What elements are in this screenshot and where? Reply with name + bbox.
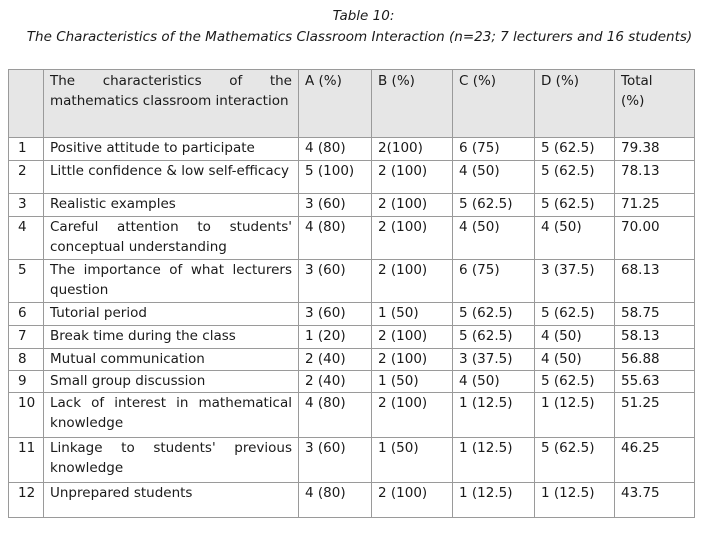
- d-cell: 4 (50): [535, 349, 615, 371]
- b-cell: 1 (50): [372, 303, 453, 326]
- d-cell: 5 (62.5): [535, 194, 615, 217]
- a-cell: 3 (60): [299, 194, 372, 217]
- d-cell: 4 (50): [535, 326, 615, 349]
- total-cell: 51.25: [615, 393, 695, 438]
- c-cell: 4 (50): [453, 161, 535, 194]
- table-row: [9, 326, 695, 349]
- characteristic-cell: The importance of what lecturers question: [44, 260, 299, 303]
- characteristic-cell: Lack of interest in mathematical knowledge: [44, 393, 299, 438]
- a-cell: 3 (60): [299, 438, 372, 483]
- b-cell: 2 (100): [372, 326, 453, 349]
- table-row: [9, 349, 695, 371]
- row-number-cell: 7: [9, 326, 44, 349]
- table-row: [9, 438, 695, 483]
- row-number-cell: 10: [9, 393, 44, 438]
- total-cell: 70.00: [615, 217, 695, 260]
- b-cell: 2 (100): [372, 194, 453, 217]
- header-row: [9, 70, 695, 138]
- c-cell: 1 (12.5): [453, 393, 535, 438]
- total-cell: 56.88: [615, 349, 695, 371]
- row-number-cell: 9: [9, 371, 44, 393]
- c-cell: 5 (62.5): [453, 303, 535, 326]
- characteristic-cell: Tutorial period: [44, 303, 299, 326]
- header-total: [615, 70, 695, 138]
- d-cell: 5 (62.5): [535, 371, 615, 393]
- a-cell: 4 (80): [299, 138, 372, 161]
- total-cell: 58.13: [615, 326, 695, 349]
- c-cell: 4 (50): [453, 371, 535, 393]
- row-number-cell: 4: [9, 217, 44, 260]
- header-b: B (%): [372, 70, 453, 138]
- row-number-cell: 1: [9, 138, 44, 161]
- b-cell: 2 (100): [372, 483, 453, 518]
- total-cell: 58.75: [615, 303, 695, 326]
- characteristic-cell: Little confidence & low self-efficacy: [44, 161, 299, 194]
- characteristic-cell: Mutual communication: [44, 349, 299, 371]
- a-cell: 3 (60): [299, 260, 372, 303]
- total-cell: 68.13: [615, 260, 695, 303]
- row-number-cell: 8: [9, 349, 44, 371]
- characteristics-table: [8, 69, 695, 518]
- a-cell: 4 (80): [299, 217, 372, 260]
- header-characteristic-line1: The characteristics of the: [50, 73, 292, 89]
- b-cell: 2 (100): [372, 260, 453, 303]
- d-cell: 5 (62.5): [535, 438, 615, 483]
- c-cell: 6 (75): [453, 138, 535, 161]
- c-cell: 6 (75): [453, 260, 535, 303]
- total-cell: 71.25: [615, 194, 695, 217]
- characteristic-cell: Positive attitude to participate: [44, 138, 299, 161]
- row-number-cell: 3: [9, 194, 44, 217]
- row-number-cell: 11: [9, 438, 44, 483]
- b-cell: 2 (100): [372, 349, 453, 371]
- b-cell: 1 (50): [372, 438, 453, 483]
- header-characteristic: [44, 70, 299, 138]
- c-cell: 3 (37.5): [453, 349, 535, 371]
- table-label: Table 10:: [332, 8, 395, 24]
- characteristic-cell: Unprepared students: [44, 483, 299, 518]
- d-cell: 1 (12.5): [535, 483, 615, 518]
- c-cell: 5 (62.5): [453, 194, 535, 217]
- b-cell: 2 (100): [372, 161, 453, 194]
- table-row: [9, 483, 695, 518]
- header-c: C (%): [453, 70, 535, 138]
- c-cell: 1 (12.5): [453, 483, 535, 518]
- table-title: The Characteristics of the Mathematics Classroom Interaction (n=23; 7 lecturers and 16 students): [26, 29, 693, 45]
- table-row: [9, 161, 695, 194]
- b-cell: 2 (100): [372, 393, 453, 438]
- d-cell: 4 (50): [535, 217, 615, 260]
- header-total-line1: Total: [621, 73, 653, 89]
- table-row: [9, 371, 695, 393]
- b-cell: 2(100): [372, 138, 453, 161]
- b-cell: 1 (50): [372, 371, 453, 393]
- table-row: [9, 260, 695, 303]
- c-cell: 5 (62.5): [453, 326, 535, 349]
- c-cell: 4 (50): [453, 217, 535, 260]
- row-number-cell: 12: [9, 483, 44, 518]
- characteristic-cell: Realistic examples: [44, 194, 299, 217]
- header-characteristic-line2: mathematics classroom interaction: [50, 93, 289, 109]
- characteristic-cell: Small group discussion: [44, 371, 299, 393]
- total-cell: 43.75: [615, 483, 695, 518]
- d-cell: 3 (37.5): [535, 260, 615, 303]
- total-cell: 79.38: [615, 138, 695, 161]
- table-row: [9, 138, 695, 161]
- b-cell: 2 (100): [372, 217, 453, 260]
- d-cell: 5 (62.5): [535, 161, 615, 194]
- d-cell: 1 (12.5): [535, 393, 615, 438]
- row-number-cell: 2: [9, 161, 44, 194]
- header-a: A (%): [299, 70, 372, 138]
- a-cell: 4 (80): [299, 483, 372, 518]
- a-cell: 4 (80): [299, 393, 372, 438]
- header-number: [9, 70, 44, 138]
- table-row: [9, 194, 695, 217]
- total-cell: 46.25: [615, 438, 695, 483]
- a-cell: 2 (40): [299, 371, 372, 393]
- a-cell: 3 (60): [299, 303, 372, 326]
- table-caption: [12, 0, 707, 48]
- header-total-line2: (%): [621, 93, 645, 109]
- characteristic-cell: Break time during the class: [44, 326, 299, 349]
- row-number-cell: 5: [9, 260, 44, 303]
- a-cell: 2 (40): [299, 349, 372, 371]
- characteristic-cell: Careful attention to students' conceptual understanding: [44, 217, 299, 260]
- total-cell: 78.13: [615, 161, 695, 194]
- header-d: D (%): [535, 70, 615, 138]
- characteristic-cell: Linkage to students' previous knowledge: [44, 438, 299, 483]
- total-cell: 55.63: [615, 371, 695, 393]
- c-cell: 1 (12.5): [453, 438, 535, 483]
- d-cell: 5 (62.5): [535, 138, 615, 161]
- a-cell: 5 (100): [299, 161, 372, 194]
- d-cell: 5 (62.5): [535, 303, 615, 326]
- table-row: [9, 303, 695, 326]
- row-number-cell: 6: [9, 303, 44, 326]
- table-row: [9, 393, 695, 438]
- a-cell: 1 (20): [299, 326, 372, 349]
- table-row: [9, 217, 695, 260]
